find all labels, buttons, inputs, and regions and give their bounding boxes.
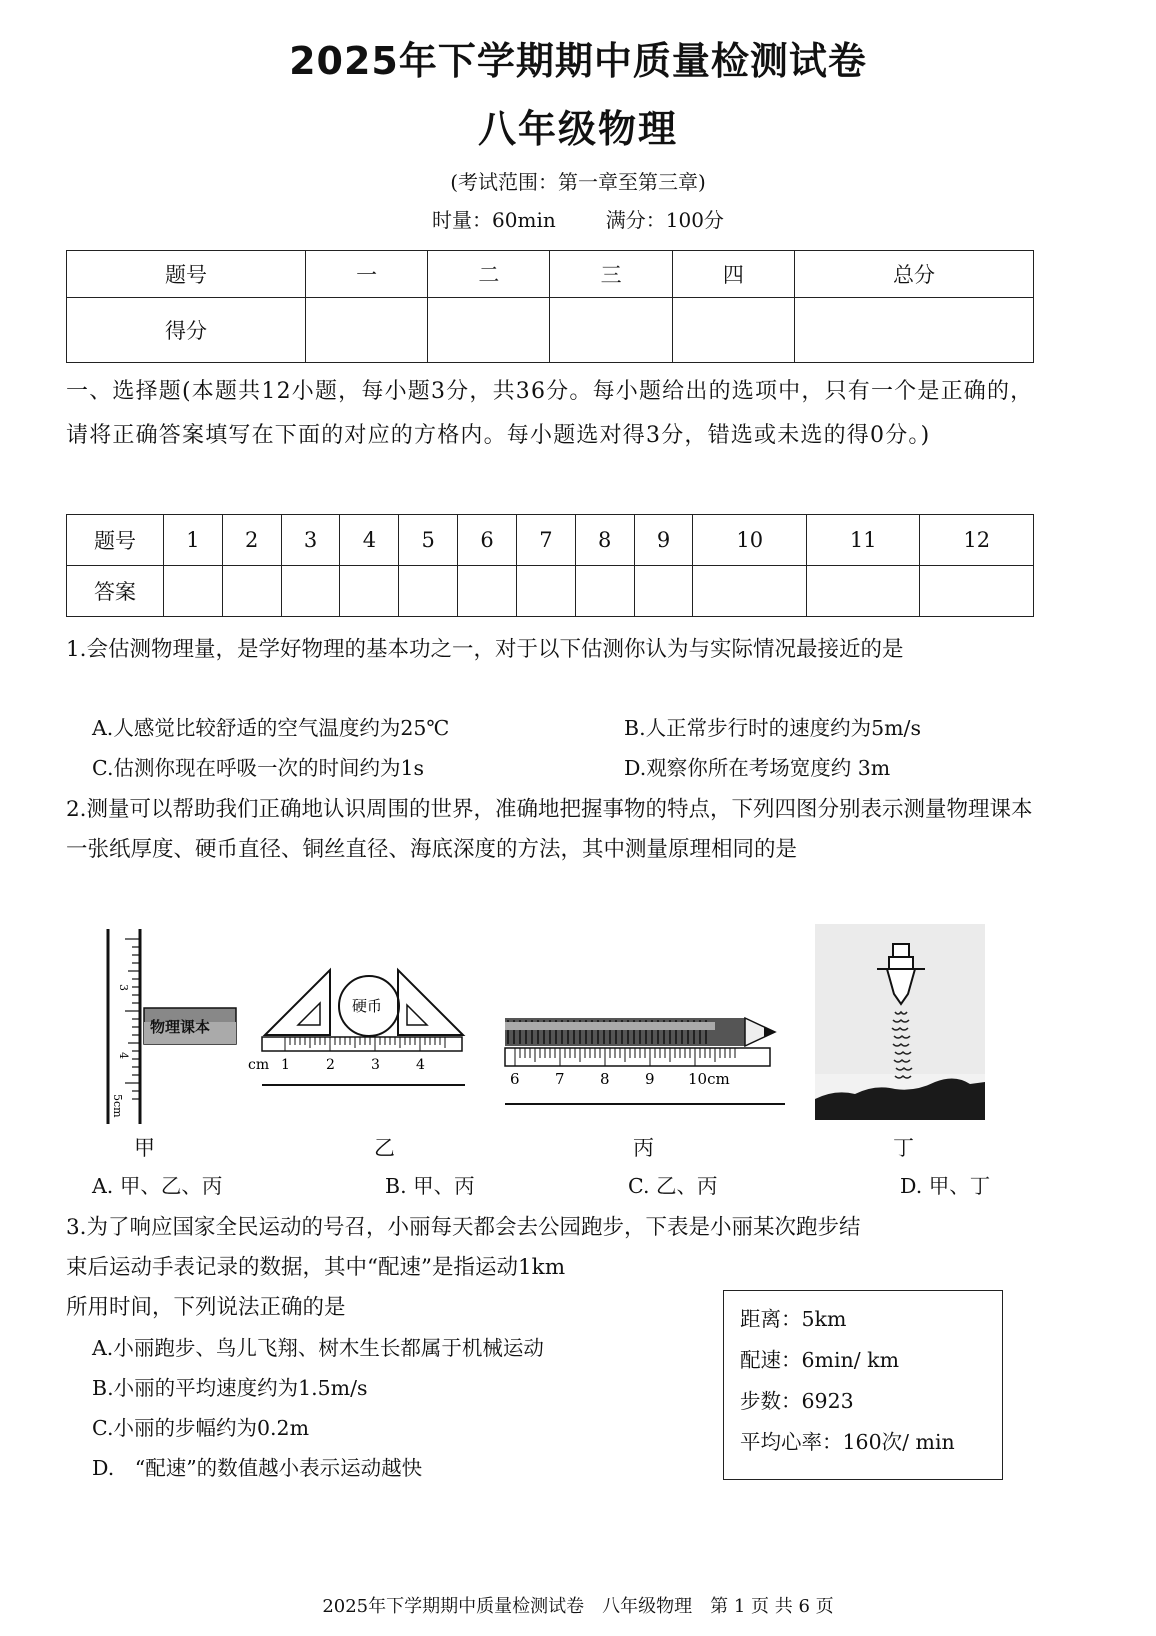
page-footer: 2025年下学期期中质量检测试卷 八年级物理 第 1 页 共 6 页	[322, 1596, 834, 1617]
answer-number: 6	[458, 515, 517, 566]
answer-number: 2	[222, 515, 281, 566]
bing-tick-label: 7	[555, 1070, 565, 1088]
answer-cell[interactable]	[516, 566, 575, 617]
exam-time: 时量：60min	[432, 208, 556, 232]
score-cell[interactable]	[305, 298, 427, 363]
score-header-cell: 题号	[67, 251, 306, 298]
answer-header-label: 题号	[67, 515, 164, 566]
answer-number: 4	[340, 515, 399, 566]
answer-cell[interactable]	[920, 566, 1034, 617]
figure-bing-label: 丙	[633, 1136, 654, 1160]
answer-number: 5	[399, 515, 458, 566]
answer-cell[interactable]	[164, 566, 223, 617]
score-header-cell: 总分	[794, 251, 1033, 298]
answer-cell[interactable]	[222, 566, 281, 617]
jia-tick-label: 3	[117, 984, 130, 991]
figure-ding-ship-sonar	[815, 924, 985, 1120]
yi-tick-label: 4	[416, 1057, 425, 1073]
score-header-cell: 四	[672, 251, 794, 298]
score-header-cell: 一	[305, 251, 427, 298]
answer-cell[interactable]	[281, 566, 340, 617]
q1-option-c: C.估测你现在呼吸一次的时间约为1s	[92, 756, 425, 780]
yi-tick-label: cm	[248, 1057, 270, 1073]
question-1-stem: 1.会估测物理量，是学好物理的基本功之一，对于以下估测你认为与实际情况最接近的是	[66, 637, 904, 662]
answer-cell[interactable]	[634, 566, 693, 617]
answer-cell[interactable]	[399, 566, 458, 617]
score-cell[interactable]	[794, 298, 1033, 363]
q1-option-b: B.人正常步行时的速度约为5m/s	[624, 716, 921, 740]
q2-option-b: B. 甲、丙	[385, 1174, 475, 1198]
question-3-stem-line2: 束后运动手表记录的数据，其中“配速”是指运动1km	[66, 1255, 566, 1280]
q1-option-d: D.观察你所在考场宽度约 3m	[624, 756, 891, 780]
q2-option-a: A. 甲、乙、丙	[92, 1174, 223, 1198]
exam-scope: (考试范围：第一章至第三章)	[450, 170, 706, 194]
answer-cell[interactable]	[693, 566, 807, 617]
section1-instructions: 一、选择题(本题共12小题，每小题3分，共36分。每小题给出的选项中，只有一个是正确的，请将正确答案填写在下面的对应的方格内。每小题选对得3分，错选或未选的得0分。)	[66, 379, 1034, 448]
jia-tick-label: 4	[117, 1052, 130, 1059]
figure-yi-coin-triangles	[248, 965, 470, 1115]
figure-jia-label: 甲	[134, 1136, 155, 1160]
question-2-stem: 2.测量可以帮助我们正确地认识周围的世界，准确地把握事物的特点，下列四图分别表示测量物理课本一张纸厚度、硬币直径、铜丝直径、海底深度的方法，其中测量原理相同的是	[66, 797, 1033, 862]
answer-number: 7	[516, 515, 575, 566]
exam-time-score	[0, 204, 1156, 233]
score-header-cell: 二	[428, 251, 550, 298]
data-steps: 步数：6923	[740, 1389, 854, 1413]
answer-number: 8	[575, 515, 634, 566]
yi-tick-label: 3	[371, 1057, 380, 1073]
answer-number: 10	[693, 515, 807, 566]
answer-table	[66, 514, 1034, 617]
figure-ding-label: 丁	[893, 1136, 914, 1160]
answer-cell[interactable]	[575, 566, 634, 617]
score-cell[interactable]	[672, 298, 794, 363]
jia-book-label: 物理课本	[150, 1018, 211, 1036]
bing-tick-label: 8	[600, 1070, 610, 1088]
bing-tick-label: 10cm	[688, 1070, 730, 1088]
q1-option-a: A.人感觉比较舒适的空气温度约为25℃	[92, 716, 450, 740]
data-heart-rate: 平均心率：160次/ min	[740, 1430, 955, 1454]
data-pace: 配速：6min/ km	[740, 1348, 900, 1372]
answer-number: 3	[281, 515, 340, 566]
q2-option-c: C. 乙、丙	[628, 1174, 718, 1198]
answer-cell[interactable]	[340, 566, 399, 617]
figure-jia-ruler-book	[100, 924, 250, 1124]
running-data-box	[723, 1290, 1003, 1480]
answer-row-label: 答案	[67, 566, 164, 617]
answer-number: 9	[634, 515, 693, 566]
answer-number: 11	[806, 515, 920, 566]
answer-number: 12	[920, 515, 1034, 566]
exam-subtitle: 八年级物理	[477, 107, 678, 151]
score-header-cell: 三	[550, 251, 672, 298]
yi-coin-label: 硬币	[352, 997, 383, 1015]
q3-option-b: B.小丽的平均速度约为1.5m/s	[92, 1376, 368, 1400]
exam-full-score: 满分：100分	[605, 208, 724, 232]
question-3-stem-line1: 3.为了响应国家全民运动的号召，小丽每天都会去公园跑步，下表是小丽某次跑步结	[66, 1215, 861, 1240]
score-cell[interactable]	[428, 298, 550, 363]
bing-tick-label: 6	[510, 1070, 520, 1088]
jia-tick-label: 5cm	[111, 1094, 124, 1118]
q3-option-c: C.小丽的步幅约为0.2m	[92, 1416, 310, 1440]
q3-option-a: A.小丽跑步、鸟儿飞翔、树木生长都属于机械运动	[92, 1336, 544, 1360]
question-3-stem-line3: 所用时间，下列说法正确的是	[66, 1295, 346, 1320]
figure-bing-wire-pencil	[500, 1010, 790, 1120]
score-cell[interactable]	[550, 298, 672, 363]
bing-tick-label: 9	[645, 1070, 655, 1088]
data-distance: 距离：5km	[740, 1307, 847, 1331]
score-row-label: 得分	[67, 298, 306, 363]
figure-yi-label: 乙	[374, 1136, 395, 1160]
yi-tick-label: 2	[326, 1057, 335, 1073]
answer-number: 1	[164, 515, 223, 566]
q3-option-d: D. “配速”的数值越小表示运动越快	[92, 1456, 423, 1480]
yi-tick-label: 1	[281, 1057, 290, 1073]
answer-cell[interactable]	[806, 566, 920, 617]
score-table	[66, 250, 1034, 363]
answer-cell[interactable]	[458, 566, 517, 617]
exam-title: 2025年下学期期中质量检测试卷	[289, 39, 867, 83]
q2-option-d: D. 甲、丁	[900, 1174, 991, 1198]
